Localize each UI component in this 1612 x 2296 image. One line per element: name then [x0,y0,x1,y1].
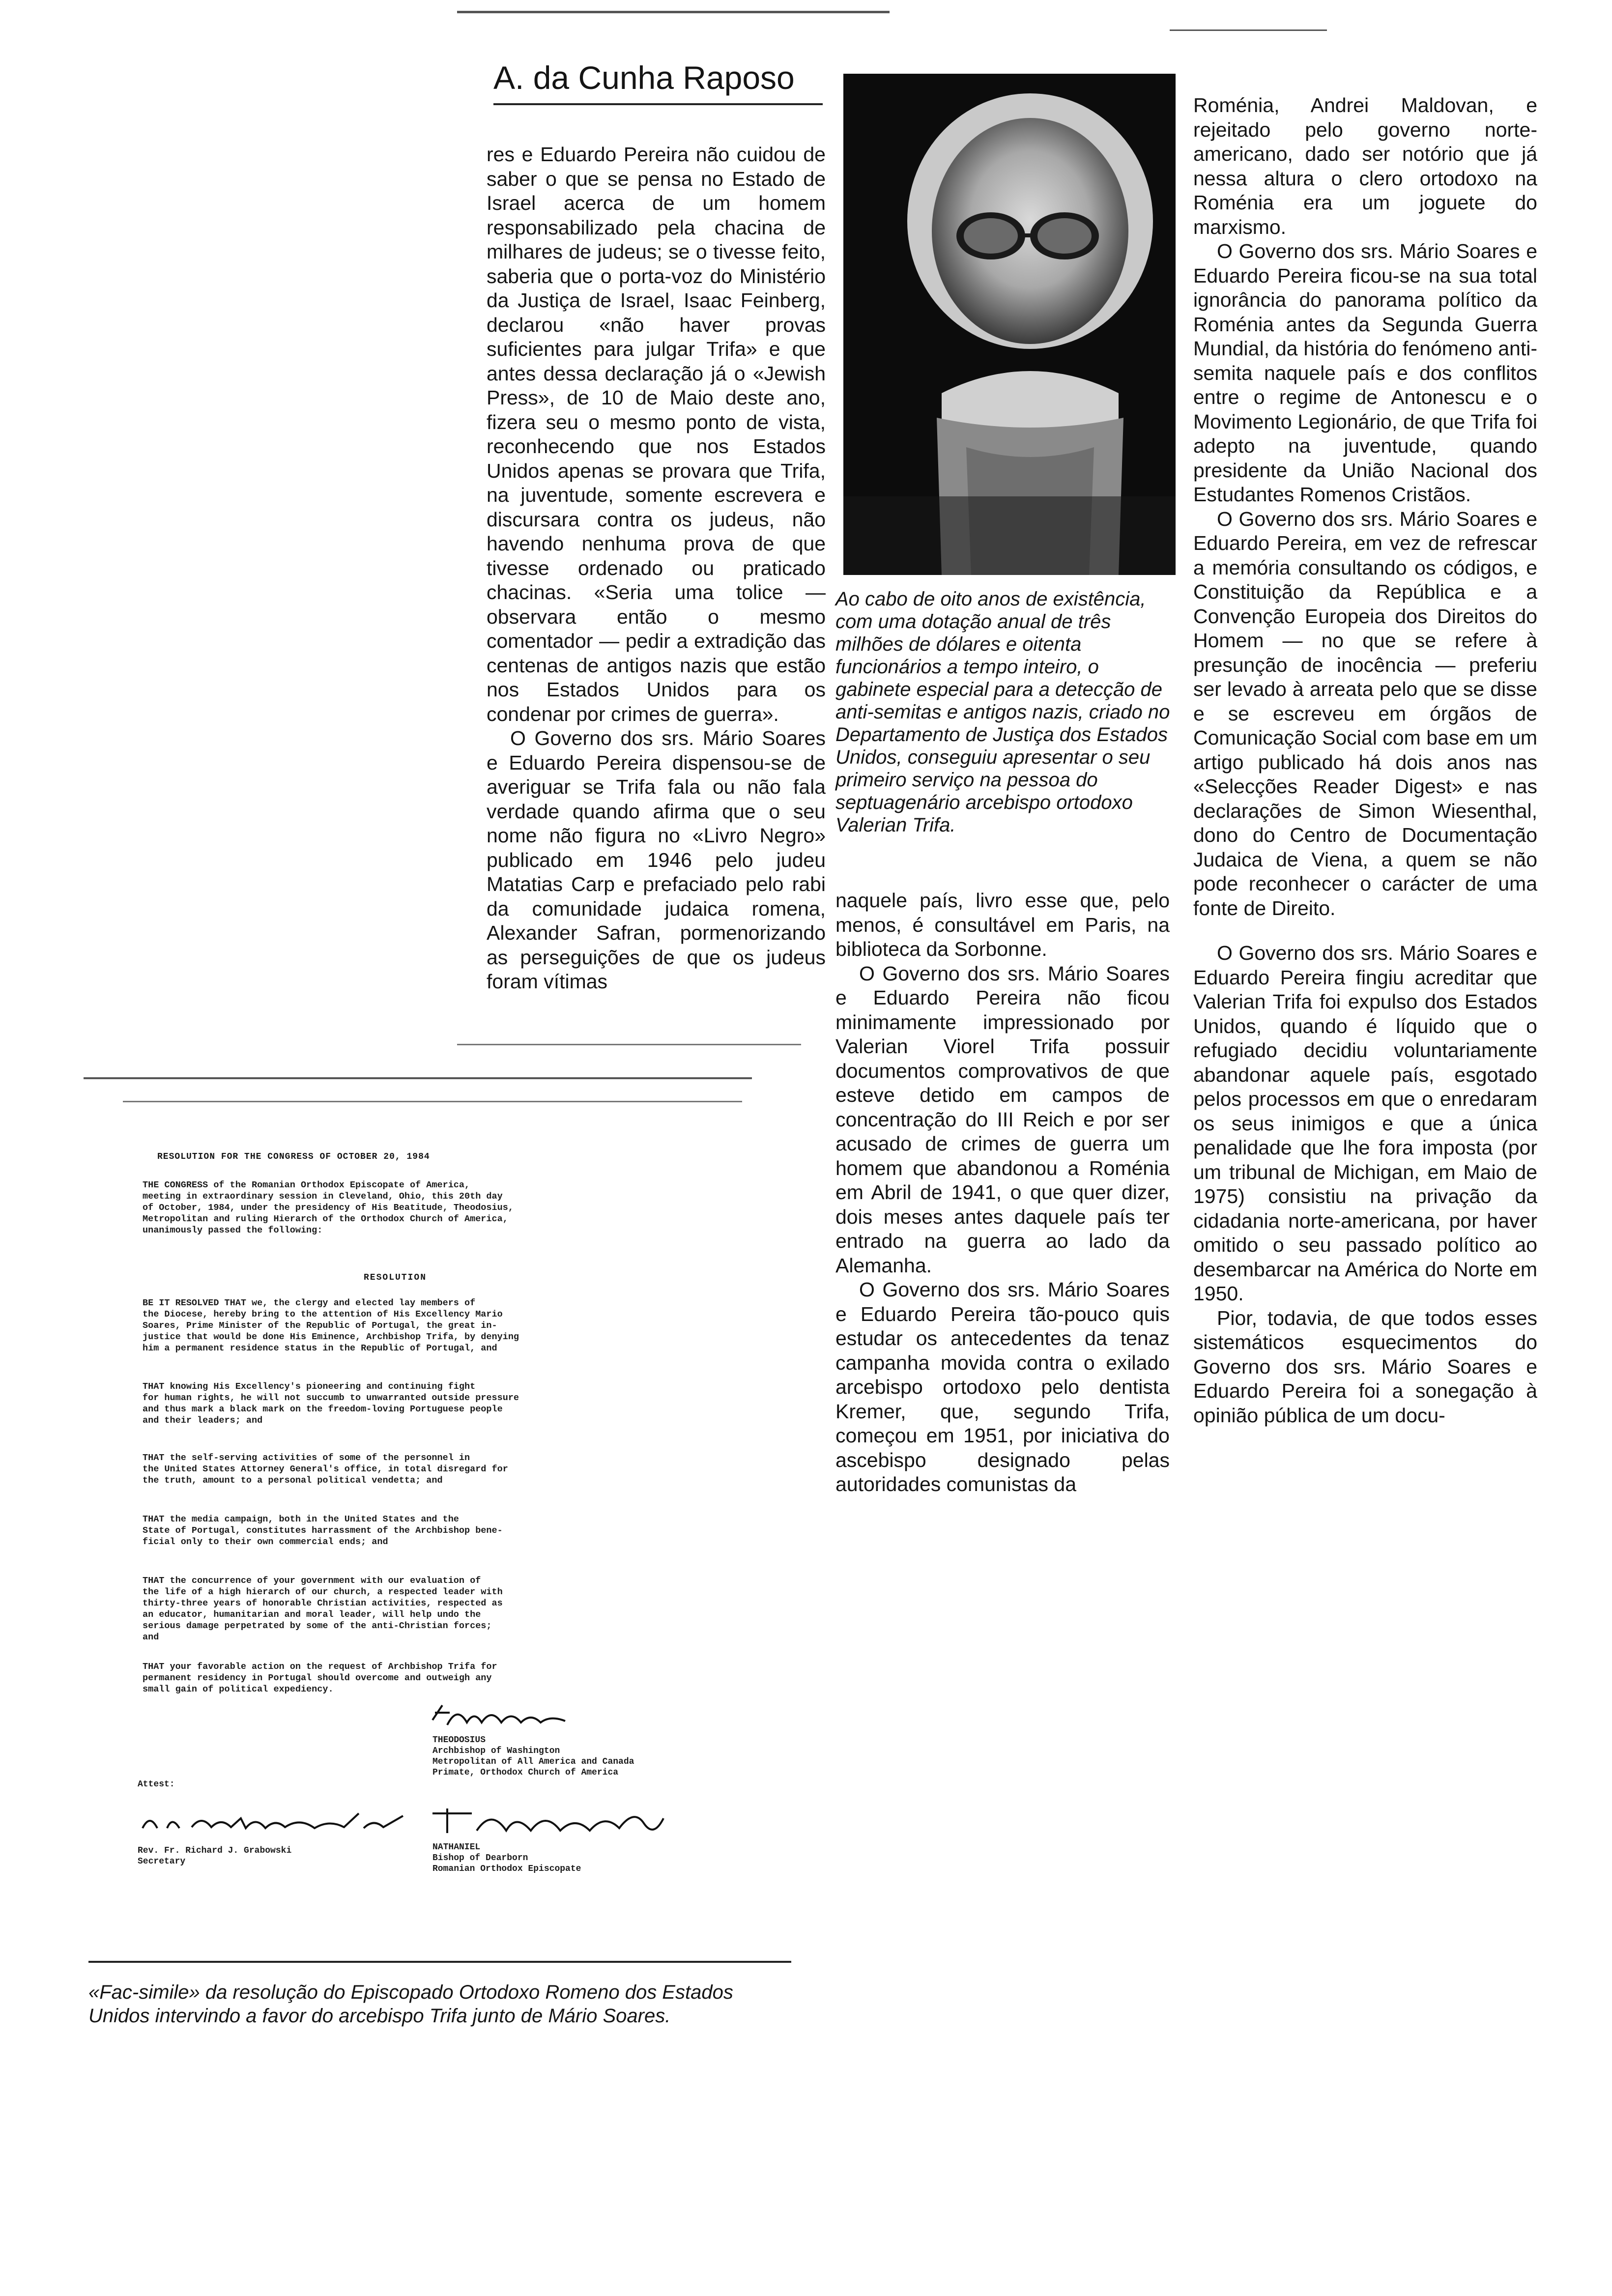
resolution-clause-4: THAT the media campaign, both in the United States and the State of Portugal, constitutes harrassment of the Archbishop bene- ficial only to their own commercial ends; and [143,1514,503,1547]
resolution-intro: THE CONGRESS of the Romanian Orthodox Episcopate of America, meeting in extraordinary session in Cleveland, Ohio, this 20th day of October, 1984, under the presidency of His Beatitude, Theodosius, Metropolitan and ruling Hierarch of the Orthodox Church of America, unanimously passed the following: [143,1180,514,1235]
paragraph: res e Eduardo Pereira não cuidou de saber o que se pensa no Estado de Israel acerca de um homem responsabilizado pela chacina de milhares de judeus; se o tivesse feito, saberia que o porta-voz do Ministério da Justiça de Israel, Isaac Feinberg, declarou «não haver provas suficientes para julgar Trifa» e que antes dessa declaração já o «Jewish Press», de 10 de Maio deste ano, fizera seu o mesmo ponto de vista, reconhecendo que nos Estados Unidos apenas se provara que Trifa, na juventude, somente escrevera e discursara contra os judeus, não havendo nenhuma prova de que tivesse ordenado ou praticado chacinas. «Seria uma tolice — observara então o mesmo comentador — pedir a extradição das centenas de antigos nazis que estão nos Estados Unidos para os condenar por crimes de guerra». [487,143,826,725]
facsimile-caption: «Fac-simile» da resolução do Episcopado Ortodoxo Romeno dos Estados Unidos intervindo a favor do arcebispo Trifa junto de Mário Soares. [88,1981,733,2027]
resolution-subheading: RESOLUTION [364,1273,427,1283]
paragraph: O Governo dos srs. Mário Soares e Eduardo Pereira não ficou minimamente impressionado por Valerian Viorel Trifa possuir documentos comprovativos de que esteve detido em campos de concentração do III Reich e por ser acusado de crimes de guerra um homem que abandonou a Roménia em Abril de 1941, o que quer dizer, dois meses antes daquele país ter entrado na guerra ao lado da Alemanha. [835,962,1170,1277]
portrait-photo [843,74,1176,575]
signature-block-theodosius: THEODOSIUS Archbishop of Washington Metropolitan of All America and Canada Primate, Orthodox Church of America [432,1735,634,1778]
signature-grabowski [138,1808,413,1838]
signature-nathaniel [428,1804,673,1843]
paragraph: Roménia, Andrei Maldovan, e rejeitado pelo governo norte-americano, dado ser notório que já nessa altura o clero ortodoxo na Roménia era um joguete do marxismo. [1193,94,1537,238]
paragraph: O Governo dos srs. Mário Soares e Eduardo Pereira dispensou-se de averiguar se Trifa fala ou não fala verdade quando afirma que o seu nome não figura no «Livro Negro» publicado em 1946 pelo judeu Matatias Carp e prefaciado pelo rabi da comunidade judaica romena, Alexander Safran, pormenorizando as perseguições de que os judeus foram vítimas [487,727,826,993]
portrait-image [843,74,1176,575]
resolution-clause-3: THAT the self-serving activities of some of the personnel in the United States Attorney General's office, in total disregard for the truth, amount to a personal political vendetta; and [143,1453,508,1486]
article-column-1 [487,143,826,994]
article-column-3 [1193,93,1537,1428]
article-column-2 [835,889,1170,1497]
doc-caption-rule [88,1961,791,1963]
scan-top-stripe [457,11,890,13]
photo-caption: Ao cabo de oito anos de existência, com uma dotação anual de três milhões de dólares e oitenta funcionários a tempo inteiro, o gabinete especial para a detecção de anti-semitas e antigos nazis, criado no Departamento de Justiça dos Estados Unidos, conseguiu apresentar o seu primeiro serviço na pessoa do septuagenário arcebispo ortodoxo Valerian Trifa. [835,588,1170,836]
signature-block-grabowski: Rev. Fr. Richard J. Grabowski Secretary [138,1846,292,1866]
scan-top-stripe-2 [1170,29,1327,31]
paragraph: O Governo dos srs. Mário Soares e Eduardo Pereira ficou-se na sua total ignorância do panorama político da Roménia antes da Segunda Guerra Mundial, da história do fenómeno anti-semita naquele país e dos conflitos entre o regime de Antonescu e o Movimento Legionário, de que Trifa foi adepto na juventude, quando presidente da União Nacional dos Estudantes Romenos Cristãos. [1193,240,1537,506]
signature-theodosius [428,1700,575,1735]
paragraph: O Governo dos srs. Mário Soares e Eduardo Pereira fingiu acreditar que Valerian Trifa foi expulso dos Estados Unidos, quando é líquido que o refugiado decidiu voluntariamente abandonar aquele país, esgotado pelos processos em que o enredaram os seus inimigos e que a única penalidade que lhe fora imposta (por um tribunal de Michigan, em Maio de 1975) consistiu na privação da cidadania norte-americana, por haver omitido o seu passado político ao desembarcar na América do Norte em 1950. [1193,942,1537,1305]
resolution-clause-6: THAT your favorable action on the request of Archbishop Trifa for permanent residency in Portugal should overcome and outweigh any small gain of political expediency. [143,1662,497,1694]
facsimile-resolution [84,1125,752,1874]
paragraph: O Governo dos srs. Mário Soares e Eduardo Pereira tão-pouco quis estudar os antecedentes da tenaz campanha movida contra o exilado arcebispo ortodoxo pelo dentista Kremer, que, segundo Trifa, começou em 1951, por iniciativa do ascebispo designado pelas autoridades comunistas da [835,1278,1170,1495]
paragraph: O Governo dos srs. Mário Soares e Eduardo Pereira, em vez de refrescar a memória consultando os códigos, e Constituição da República e a Convenção Europeia dos Direitos do Homem — no que se refere à presunção de inocência — preferiu ser levado à arreata pelo que se disse e se escreveu em órgãos de Comunicação Social com base em um artigo publicado há dois anos nas «Selecções Reader Digest» e nas declarações de Simon Wiesenthal, dono do Centro de Documentação Judaica de Viena, a quem se não pode reconhecer o carácter de uma fonte de Direito. [1193,507,1537,919]
paragraph: Pior, todavia, de que todos esses sistemáticos esquecimentos do Governo dos srs. Mário Soares e Eduardo Pereira foi a sonegação à opinião pública de um docu- [1193,1306,1537,1427]
byline: A. da Cunha Raposo [493,53,823,105]
column-1-bottom-rule [457,1044,801,1045]
resolution-clause-2: THAT knowing His Excellency's pioneering and continuing fight for human rights, he will not succumb to unwarranted outside pressure and thus mark a black mark on the freedom-loving Portuguese people and their leaders; and [143,1381,519,1426]
paragraph: naquele país, livro esse que, pelo menos, é consultável em Paris, na biblioteca da Sorbonne. [835,889,1170,960]
doc-top-rule [84,1077,752,1079]
resolution-clause-1: BE IT RESOLVED THAT we, the clergy and elected lay members of the Diocese, hereby bring to the attention of His Excellency Mario Soares, Prime Minister of the Republic of Portugal, the great in- justice that would be done His Eminence, Archbishop Trifa, by denying him a permanent residence status in the Republic of Portugal, and [143,1298,519,1353]
attest-label: Attest: [138,1779,175,1789]
doc-top-rule-2 [123,1101,742,1102]
resolution-heading: RESOLUTION FOR THE CONGRESS OF OCTOBER 20, 1984 [157,1152,430,1162]
signature-block-nathaniel: NATHANIEL Bishop of Dearborn Romanian Orthodox Episcopate [432,1842,581,1874]
resolution-clause-5: THAT the concurrence of your government with our evaluation of the life of a high hierarch of our church, a respected leader with thirty-three years of honorable Christian activities, respected as an educator, humanitarian and moral leader, will help undo the serious damage perpetrated by some of the anti-Christian forces; and [143,1576,503,1642]
